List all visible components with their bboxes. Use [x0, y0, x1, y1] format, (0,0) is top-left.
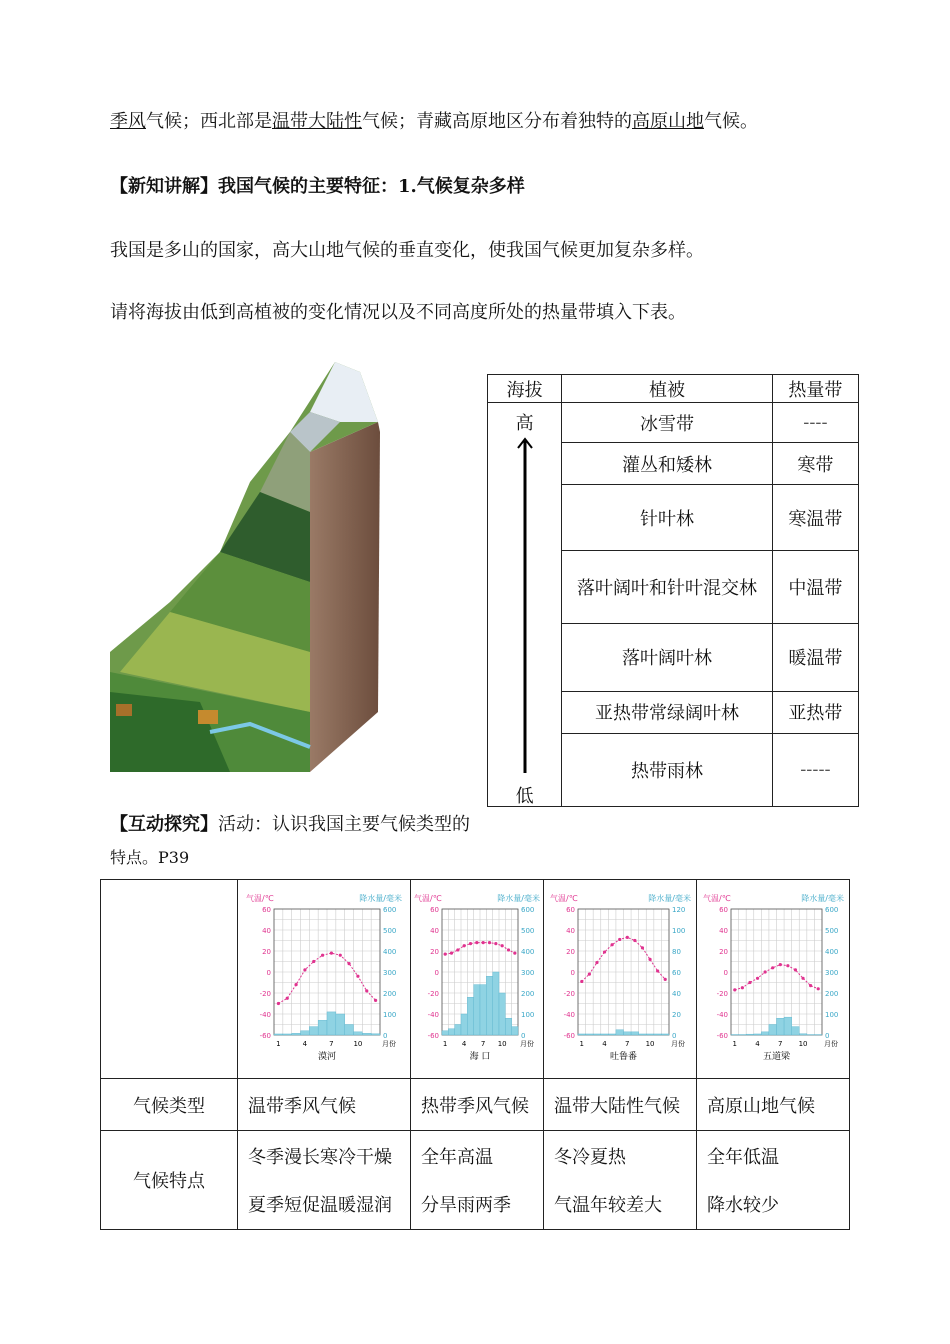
- precip-bar: [309, 1027, 318, 1035]
- temp-tick-label: 60: [565, 906, 575, 914]
- temp-axis-label: 气温/℃: [549, 894, 578, 903]
- veg-cell: 落叶阔叶和针叶混交林: [562, 551, 773, 623]
- precip-bar: [354, 1032, 363, 1035]
- precip-bar: [461, 1014, 467, 1035]
- temp-tick-label: -60: [563, 1032, 575, 1040]
- temp-point: [610, 943, 613, 946]
- precip-bar: [362, 1033, 371, 1035]
- climate-type-cell: 温带季风气候: [238, 1079, 411, 1131]
- precip-axis-label: 降水量/毫米: [647, 894, 691, 903]
- feature-line: 分旱雨两季: [421, 1195, 511, 1216]
- feature-line: 气温年较差大: [554, 1195, 662, 1216]
- precip-tick-label: 0: [383, 1032, 388, 1040]
- temp-point: [294, 983, 297, 986]
- temp-tick-label: -40: [259, 1011, 271, 1019]
- temp-tick-label: -20: [427, 990, 439, 998]
- temp-tick-label: -20: [259, 990, 271, 998]
- precip-bar: [336, 1014, 345, 1035]
- month-tick-label: 1: [732, 1040, 737, 1048]
- answer-continental: 温带大陆性: [272, 111, 362, 132]
- temp-point: [633, 939, 636, 942]
- month-tick-label: 4: [601, 1040, 607, 1048]
- intro-text: 气候。: [704, 111, 758, 132]
- precip-axis-label: 降水量/毫米: [497, 894, 540, 903]
- precip-bar: [661, 1034, 669, 1035]
- temp-tick-label: 0: [266, 969, 271, 977]
- temp-tick-label: 0: [434, 969, 439, 977]
- precip-bar: [768, 1025, 776, 1036]
- temp-point: [763, 970, 766, 973]
- temp-point: [456, 948, 459, 951]
- temp-tick-label: 20: [430, 948, 439, 956]
- precip-bar: [638, 1034, 646, 1035]
- temp-tick-label: 60: [718, 906, 728, 914]
- temp-point: [595, 961, 598, 964]
- month-tick-label: 10: [497, 1040, 507, 1048]
- header-vegetation: 植被: [562, 375, 773, 403]
- paragraph-instruction: 请将海拔由低到高植被的变化情况以及不同高度所处的热量带填入下表。: [110, 302, 686, 323]
- temp-point: [286, 997, 289, 1000]
- precip-bar: [480, 985, 486, 1035]
- month-tick-label: 4: [302, 1040, 308, 1048]
- temp-tick-label: -60: [259, 1032, 271, 1040]
- feature-line: 冬季漫长寒冷干燥: [248, 1147, 392, 1168]
- temp-point: [786, 964, 789, 967]
- precip-tick-label: 100: [383, 1011, 397, 1019]
- temp-point: [277, 1002, 280, 1005]
- temp-point: [469, 942, 472, 945]
- chart-cell: [238, 880, 411, 1079]
- precip-tick-label: 400: [824, 948, 838, 956]
- temp-point: [339, 954, 342, 957]
- month-tick-label: 10: [798, 1040, 808, 1048]
- chart-title: 漠河: [317, 1052, 337, 1062]
- precip-tick-label: 0: [824, 1032, 829, 1040]
- temp-tick-label: 0: [723, 969, 728, 977]
- precip-bar: [746, 1034, 754, 1035]
- precip-bar: [292, 1033, 301, 1035]
- temp-point: [748, 981, 751, 984]
- temp-point: [444, 953, 447, 956]
- temp-tick-label: -40: [716, 1011, 728, 1019]
- veg-cell: 热带雨林: [562, 733, 773, 806]
- month-tick-label: 1: [579, 1040, 584, 1048]
- temp-axis-label: 气温/℃: [702, 894, 731, 903]
- precip-tick-label: 600: [521, 906, 535, 914]
- temp-point: [625, 936, 628, 939]
- temp-point: [374, 999, 377, 1002]
- month-axis-label: 月份: [823, 1040, 838, 1048]
- climate-type-cell: 温带大陆性气候: [544, 1079, 697, 1131]
- section-heading: 【新知讲解】我国气候的主要特征：1.气候复杂多样: [110, 176, 525, 197]
- month-tick-label: 10: [645, 1040, 655, 1048]
- precip-bar: [467, 997, 473, 1035]
- answer-monsoon: 季风: [110, 111, 146, 132]
- precip-tick-label: 40: [671, 990, 681, 998]
- climate-chart-haikou: [412, 889, 542, 1069]
- month-tick-label: 1: [276, 1040, 281, 1048]
- climate-type-cell: 热带季风气候: [411, 1079, 544, 1131]
- precip-tick-label: 500: [824, 927, 838, 935]
- temp-point: [450, 952, 453, 955]
- precip-tick-label: 600: [383, 906, 397, 914]
- zone-cell: 寒带: [772, 443, 858, 485]
- temp-tick-label: -20: [716, 990, 728, 998]
- month-tick-label: 7: [480, 1040, 486, 1048]
- climate-feature-cell: [411, 1131, 544, 1230]
- temp-tick-label: 20: [718, 948, 728, 956]
- precip-tick-label: 500: [383, 927, 397, 935]
- climate-chart-wudaoliang: [701, 889, 846, 1069]
- temp-point: [778, 963, 781, 966]
- month-axis-label: 月份: [670, 1040, 685, 1048]
- temp-point: [356, 975, 359, 978]
- precip-tick-label: 100: [671, 927, 685, 935]
- month-tick-label: 4: [461, 1040, 467, 1048]
- zone-cell: 暖温带: [772, 623, 858, 691]
- month-tick-label: 7: [624, 1040, 630, 1048]
- precip-bar: [646, 1034, 654, 1035]
- month-tick-label: 1: [442, 1040, 448, 1048]
- precip-bar: [776, 1018, 784, 1035]
- temp-point: [580, 980, 583, 983]
- precip-bar: [499, 993, 505, 1035]
- temp-point: [330, 952, 333, 955]
- month-tick-label: 7: [777, 1040, 783, 1048]
- veg-cell: 冰雪带: [562, 403, 773, 443]
- chart-cell: [544, 880, 697, 1079]
- precip-bar: [608, 1034, 616, 1035]
- precip-bar: [318, 1020, 327, 1035]
- altitude-arrow-cell: [488, 403, 562, 807]
- precip-axis-label: 降水量/毫米: [359, 894, 402, 903]
- temp-point: [501, 944, 504, 947]
- header-heat-zone: 热量带: [772, 375, 858, 403]
- temp-tick-label: 0: [570, 969, 575, 977]
- precip-bar: [784, 1017, 792, 1035]
- climate-feature-cell: [544, 1131, 697, 1230]
- temp-tick-label: -60: [716, 1032, 728, 1040]
- precip-bar: [791, 1027, 799, 1035]
- temp-point: [507, 948, 510, 951]
- temp-point: [602, 950, 605, 953]
- precip-tick-label: 600: [824, 906, 838, 914]
- precip-tick-label: 0: [521, 1032, 526, 1040]
- temp-tick-label: 20: [262, 948, 271, 956]
- month-tick-label: 4: [754, 1040, 760, 1048]
- precip-bar: [578, 1034, 586, 1035]
- temp-tick-label: -60: [427, 1032, 439, 1040]
- temp-tick-label: 40: [262, 927, 271, 935]
- precip-bar: [301, 1031, 310, 1035]
- temp-point: [618, 938, 621, 941]
- temp-tick-label: -40: [563, 1011, 575, 1019]
- temp-point: [312, 960, 315, 963]
- zone-cell: 寒温带: [772, 485, 858, 551]
- temp-point: [740, 986, 743, 989]
- mountain-vegetation-illustration: [110, 352, 390, 772]
- precip-bar: [493, 972, 499, 1035]
- intro-text: 气候；西北部是: [146, 111, 272, 132]
- chart-title: 吐鲁番: [609, 1052, 637, 1062]
- empty-corner-cell: [101, 880, 238, 1079]
- temp-point: [365, 989, 368, 992]
- temp-tick-label: 40: [430, 927, 439, 935]
- precip-bar: [615, 1030, 623, 1035]
- activity-line: [110, 810, 470, 836]
- temp-point: [793, 968, 796, 971]
- precip-bar: [505, 1018, 511, 1035]
- veg-cell: 亚热带常绿阔叶林: [562, 691, 773, 733]
- chart-cell: [411, 880, 544, 1079]
- precip-bar: [274, 1034, 283, 1035]
- temp-point: [801, 977, 804, 980]
- precip-bar: [345, 1025, 354, 1036]
- precip-bar: [448, 1029, 454, 1035]
- temp-point: [303, 968, 306, 971]
- temp-point: [771, 966, 774, 969]
- temp-point: [321, 954, 324, 957]
- precip-tick-label: 400: [521, 948, 535, 956]
- intro-line: [110, 107, 758, 133]
- precip-tick-label: 0: [671, 1032, 676, 1040]
- precip-tick-label: 120: [671, 906, 685, 914]
- label-high: 高: [515, 413, 534, 434]
- precip-bar: [653, 1034, 661, 1035]
- feature-line: 全年高温: [421, 1147, 493, 1168]
- zone-cell: -----: [772, 733, 858, 806]
- temp-point: [648, 958, 651, 961]
- temp-point: [587, 973, 590, 976]
- chart-title: 五道梁: [762, 1052, 790, 1062]
- month-tick-label: 10: [353, 1040, 363, 1048]
- precip-tick-label: 100: [521, 1011, 535, 1019]
- temp-point: [475, 941, 478, 944]
- veg-cell: 落叶阔叶林: [562, 623, 773, 691]
- precip-tick-label: 100: [824, 1011, 838, 1019]
- precip-bar: [455, 1025, 461, 1036]
- climate-chart-mohe: [244, 889, 404, 1069]
- precip-bar: [486, 976, 492, 1035]
- zone-cell: 中温带: [772, 551, 858, 623]
- precip-bar: [585, 1034, 593, 1035]
- precip-bar: [371, 1034, 380, 1035]
- precip-bar: [593, 1034, 601, 1035]
- climate-type-cell: 高原山地气候: [697, 1079, 850, 1131]
- activity-text: 活动：认识我国主要气候类型的: [218, 814, 470, 835]
- precip-bar: [631, 1032, 639, 1035]
- temp-point: [656, 969, 659, 972]
- precip-bar: [474, 985, 480, 1035]
- vertical-zone-table: [487, 374, 859, 807]
- precip-bar: [623, 1032, 631, 1035]
- month-axis-label: 月份: [520, 1040, 534, 1048]
- climate-chart-turpan: [548, 889, 693, 1069]
- answer-plateau: 高原山地: [632, 111, 704, 132]
- feature-line: 降水较少: [707, 1195, 779, 1216]
- temp-tick-label: 20: [565, 948, 575, 956]
- up-arrow-icon: [516, 435, 534, 775]
- precip-bar: [753, 1034, 761, 1035]
- temp-point: [733, 988, 736, 991]
- precip-bar: [512, 1027, 518, 1035]
- precip-tick-label: 300: [383, 969, 397, 977]
- chart-cell: [697, 880, 850, 1079]
- activity-text-2: 特点。P39: [110, 848, 190, 867]
- temp-point: [513, 952, 516, 955]
- temp-point: [482, 941, 485, 944]
- temp-axis-label: 气温/℃: [246, 894, 274, 903]
- precip-tick-label: 60: [671, 969, 681, 977]
- precip-bar: [799, 1034, 807, 1035]
- temp-point: [347, 962, 350, 965]
- activity-label: 【互动探究】: [110, 814, 218, 835]
- paragraph-mountains: 我国是多山的国家，高大山地气候的垂直变化，使我国气候更加复杂多样。: [110, 240, 704, 261]
- month-tick-label: 7: [329, 1040, 334, 1048]
- climate-feature-cell: [697, 1131, 850, 1230]
- veg-cell: 灌丛和矮林: [562, 443, 773, 485]
- temp-point: [640, 946, 643, 949]
- row-label-type: 气候类型: [101, 1079, 238, 1131]
- precip-tick-label: 200: [824, 990, 838, 998]
- chart-title: 海 口: [469, 1052, 491, 1062]
- climate-table: [100, 879, 850, 1230]
- label-low: 低: [515, 786, 534, 807]
- temp-point: [755, 977, 758, 980]
- precip-bar: [442, 1031, 448, 1035]
- temp-point: [488, 941, 491, 944]
- feature-line: 夏季短促温暖湿润: [248, 1195, 392, 1216]
- precip-tick-label: 300: [521, 969, 535, 977]
- precip-tick-label: 400: [383, 948, 397, 956]
- temp-point: [663, 978, 666, 981]
- precip-bar: [283, 1034, 292, 1035]
- precip-tick-label: 200: [521, 990, 535, 998]
- temp-tick-label: 60: [262, 906, 271, 914]
- feature-line: 全年低温: [707, 1147, 779, 1168]
- temp-tick-label: 60: [430, 906, 439, 914]
- zone-cell: ----: [772, 403, 858, 443]
- precip-bar: [327, 1012, 336, 1035]
- header-altitude: 海拔: [488, 375, 562, 403]
- precip-bar: [761, 1032, 769, 1035]
- veg-cell: 针叶林: [562, 485, 773, 551]
- precip-tick-label: 500: [521, 927, 535, 935]
- temp-point: [809, 984, 812, 987]
- month-axis-label: 月份: [382, 1040, 396, 1048]
- precip-tick-label: 300: [824, 969, 838, 977]
- zone-cell: 亚热带: [772, 691, 858, 733]
- precip-bar: [600, 1034, 608, 1035]
- precip-tick-label: 20: [671, 1011, 681, 1019]
- temp-axis-label: 气温/℃: [414, 894, 442, 903]
- climate-feature-cell: [238, 1131, 411, 1230]
- temp-point: [494, 942, 497, 945]
- temp-tick-label: -20: [563, 990, 575, 998]
- temp-tick-label: 40: [718, 927, 728, 935]
- temp-tick-label: -40: [427, 1011, 439, 1019]
- temp-point: [463, 944, 466, 947]
- temp-tick-label: 40: [565, 927, 575, 935]
- temp-point: [816, 987, 819, 990]
- precip-axis-label: 降水量/毫米: [800, 894, 844, 903]
- feature-line: 冬冷夏热: [554, 1147, 626, 1168]
- row-label-feature: 气候特点: [101, 1131, 238, 1230]
- intro-text: 气候；青藏高原地区分布着独特的: [362, 111, 632, 132]
- precip-tick-label: 200: [383, 990, 397, 998]
- precip-tick-label: 80: [671, 948, 681, 956]
